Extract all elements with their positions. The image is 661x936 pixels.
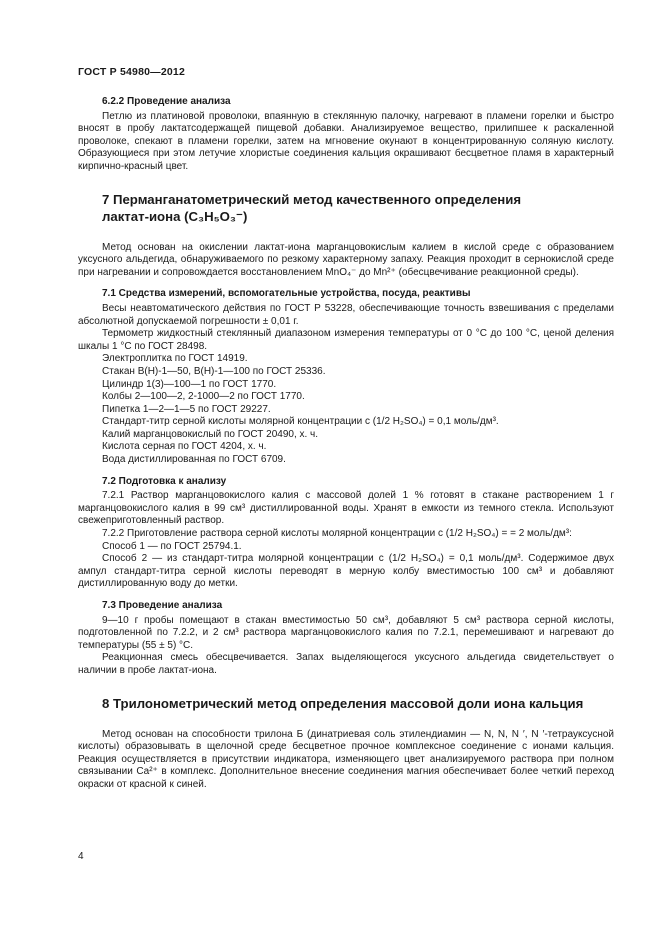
section-6-2-2-title: 6.2.2 Проведение анализа: [102, 96, 231, 107]
document-header: ГОСТ Р 54980—2012: [78, 66, 186, 78]
section-7-3-title: 7.3 Проведение анализа: [102, 600, 223, 611]
section-7-heading: [78, 191, 614, 225]
section-7-3-text: 9—10 г пробы помещают в стакан вместимостью 50 см³, добавляют 5 см³ раствора серной кислоты, подготовленной по 7.2.2, и 2 см³ раствора марганцовокислого калия по 7.2.1, перемешивают и нагревают до температуры (55 ± 5) °С.: [78, 614, 614, 651]
section-7-3-result: Реакционная смесь обесцвечивается. Запах выделяющегося уксусного альдегида свидетельствует о наличии в пробе лактат-иона.: [78, 652, 614, 676]
section-7-intro: Метод основан на окислении лактат-иона марганцовокислым калием в кислой среде с образованием уксусного альдегида, обнаруживаемого по резкому характерному запаху. Реакция проходит в сернокислой среде при нагревании и сопровождается восстановлением MnO₄⁻ до Mn²⁺ (обесцвечивание реакционной среды).: [78, 241, 614, 278]
method-2-text: Способ 2 — из стандарт-титра молярной концентрации c (1/2 H₂SO₄) = 0,1 моль/дм³. Содержимое двух ампул стандарт-титра серной кислоты переводят в мерную колбу вместимостью 100 см³ и добавляют дистиллированную воду до метки.: [78, 553, 614, 590]
section-7-2-title: 7.2 Подготовка к анализу: [102, 475, 227, 487]
document-body: [78, 90, 614, 792]
list-item: Весы неавтоматического действия по ГОСТ Р 53228, обеспечивающие точность взвешивания с пределами абсолютной допускаемой погрешности ± 0,01 г.: [78, 302, 614, 327]
list-item: Колбы 2—100—2, 2-1000—2 по ГОСТ 1770.: [102, 391, 305, 403]
method-1-text: Способ 1 — по ГОСТ 25794.1.: [102, 540, 242, 552]
list-item: Вода дистиллированная по ГОСТ 6709.: [102, 454, 286, 466]
section-7-heading-line1: 7 Перманганатометрический метод качественного определения: [102, 191, 522, 207]
list-item: Электроплитка по ГОСТ 14919.: [102, 353, 248, 365]
list-item: Калий марганцовокислый по ГОСТ 20490, х. ч.: [102, 428, 319, 440]
section-8-heading: 8 Трилонометрический метод определения массовой доли иона кальция: [102, 695, 584, 711]
list-item: Термометр жидкостный стеклянный диапазоном измерения температуры от 0 °С до 100 °С, ценой деления шкалы 1 °С по ГОСТ 28498.: [78, 328, 614, 352]
list-item: Стакан В(Н)-1—50, В(Н)-1—100 по ГОСТ 25336.: [102, 365, 326, 377]
section-7-1-title: 7.1 Средства измерений, вспомогательные устройства, посуда, реактивы: [102, 288, 471, 300]
section-6-2-2-text: Петлю из платиновой проволоки, впаянную в стеклянную палочку, нагревают в пламени горелки и быстро вносят в пробу лактатсодержащей пищевой добавки. Анализируемое вещество, прилипшее к раскаленной проволоке, спекают в пламени горелки, затем на мгновение окунают в концентрированную соляную кислоту. Образующиеся при этом летучие хлористые соединения кальция окрашивают бесцветное пламя в характерный кирпично-красный цвет.: [78, 110, 614, 172]
list-item: Цилиндр 1(3)—100—1 по ГОСТ 1770.: [102, 378, 277, 390]
section-7-heading-line2: лактат-иона (C₃H₅O₃⁻): [102, 208, 248, 224]
list-item: Кислота серная по ГОСТ 4204, х. ч.: [102, 441, 267, 453]
section-8-text: Метод основан на способности трилона Б (динатриевая соль этилендиамин — N, N, N ′, N ′-тетрауксусной кислоты) образовывать в щелочной среде бесцветное прочное комплексное соединение с ионами кальция. Реакция осуществляется в присутствии индикатора, изменяющего цвет анализируемого раствора при полном связывании Ca²⁺ в комплекс. Дополнительное внесение соединения магния обеспечивает более четкий переход окраски от красной к синей.: [78, 728, 614, 790]
list-item: Стандарт-титр серной кислоты молярной концентрации c (1/2 H₂SO₄) = 0,1 моль/дм³.: [102, 416, 499, 428]
list-item: Пипетка 1—2—1—5 по ГОСТ 29227.: [102, 403, 271, 415]
section-7-2-1-text: 7.2.1 Раствор марганцовокислого калия с массовой долей 1 % готовят в стакане растворением 1 г марганцовокислого калия в 99 см³ дистиллированной воды. Хранят в емкости из темного стекла. Используют свежеприготовленный раствор.: [78, 490, 614, 527]
section-7-2-2-text: 7.2.2 Приготовление раствора серной кислоты молярной концентрации c (1/2 H₂SO₄) = = 2 моль/дм³:: [102, 528, 572, 540]
page-number: 4: [78, 851, 84, 862]
